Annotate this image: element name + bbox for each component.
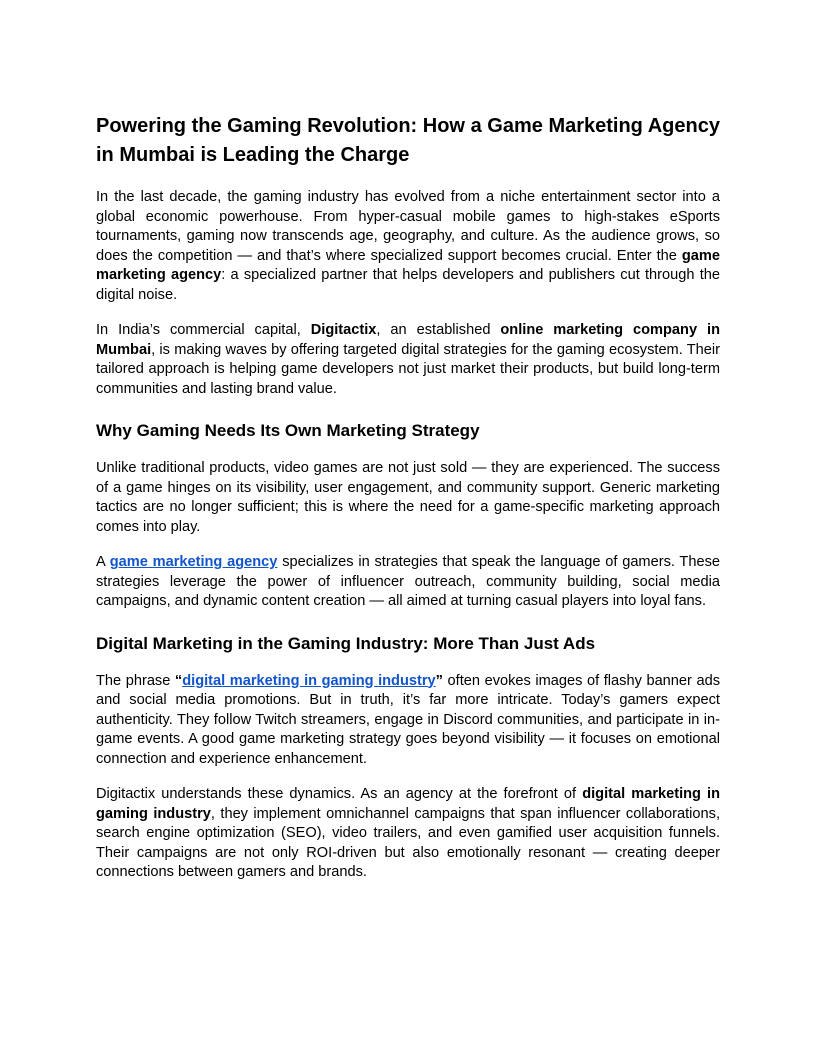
intro-p1-bold-game-marketing-agency: game marketing agency	[96, 247, 720, 283]
intro-p1-text-2: : a specialized partner that helps developers and publishers cut through the digital noise.	[96, 267, 720, 303]
section-2-p1-text-1: The phrase	[96, 672, 175, 689]
intro-p2-bold-digitactix: Digitactix	[310, 322, 377, 338]
intro-paragraph-1	[96, 188, 720, 305]
intro-p1-text-1: In the last decade, the gaming industry has evolved from a niche entertainment sector into a global economic powerhouse. From hyper-casual mobile games to high-stakes eSports tournaments, gaming now transcends age, geography, and culture. As the audience grows, so does the competition — and that’s where specialized support becomes crucial. Enter the	[96, 189, 720, 264]
section-1-heading: Why Gaming Needs Its Own Marketing Strategy	[96, 421, 480, 440]
intro-p2-bold-online-marketing-company: online marketing company in Mumbai	[96, 322, 720, 358]
section-2-heading: Digital Marketing in the Gaming Industry: More Than Just Ads	[96, 633, 596, 653]
intro-paragraph-2	[96, 321, 720, 399]
game-marketing-agency-link[interactable]: game marketing agency	[109, 554, 278, 570]
document-title: Powering the Gaming Revolution: How a Game Marketing Agency in Mumbai is Leading the Charge	[96, 115, 720, 166]
section-1-paragraph-2	[96, 553, 720, 612]
section-2-p2-text-1: Digitactix understands these dynamics. As an agency at the forefront of	[96, 786, 583, 802]
document-page	[96, 112, 720, 899]
section-2-p2-bold-term: digital marketing in gaming industry	[96, 786, 721, 822]
section-1-p2-text-2: specializes in strategies that speak the language of gamers. These strategies leverage the power of influencer outreach, community building, social media campaigns, and dynamic content creation — all aimed at turning casual players into loyal fans.	[96, 554, 720, 609]
section-2-paragraph-1	[96, 672, 720, 770]
intro-p2-text-2: , an established	[376, 322, 501, 338]
intro-p2-text-1: In India’s commercial capital,	[96, 322, 311, 338]
section-1-p2-text-1: A	[96, 554, 110, 570]
section-2-p1-text-2: often evokes images of flashy banner ads and social media promotions. But in truth, it’s far more intricate. Today’s gamers expect authenticity. They follow Twitch streamers, engage in Discord communities, and participate in in-game events. A good game marketing strategy goes beyond visibility — it focuses on emotional connection and experience enhancement.	[96, 672, 720, 767]
section-2-paragraph-2	[96, 785, 720, 883]
digital-marketing-in-gaming-industry-link[interactable]: digital marketing in gaming industry	[182, 672, 436, 689]
intro-p2-text-3: , is making waves by offering targeted digital strategies for the gaming ecosystem. Their tailored approach is helping game developers not just market their products, but build long-term communities and lasting brand value.	[96, 341, 720, 397]
section-1-paragraph-1: Unlike traditional products, video games are not just sold — they are experienced. The success of a game hinges on its visibility, user engagement, and community support. Generic marketing tactics are no longer sufficient; this is where the need for a game-specific marketing approach comes into play.	[96, 460, 720, 535]
close-quote: ”	[435, 672, 443, 689]
section-2-p2-text-2: , they implement omnichannel campaigns that span influencer collaborations, search engine optimization (SEO), video trailers, and even gamified user acquisition funnels. Their campaigns are not only ROI-driven but also emotionally resonant — creating deeper connections between gamers and brands.	[96, 805, 721, 880]
open-quote: “	[174, 672, 183, 689]
